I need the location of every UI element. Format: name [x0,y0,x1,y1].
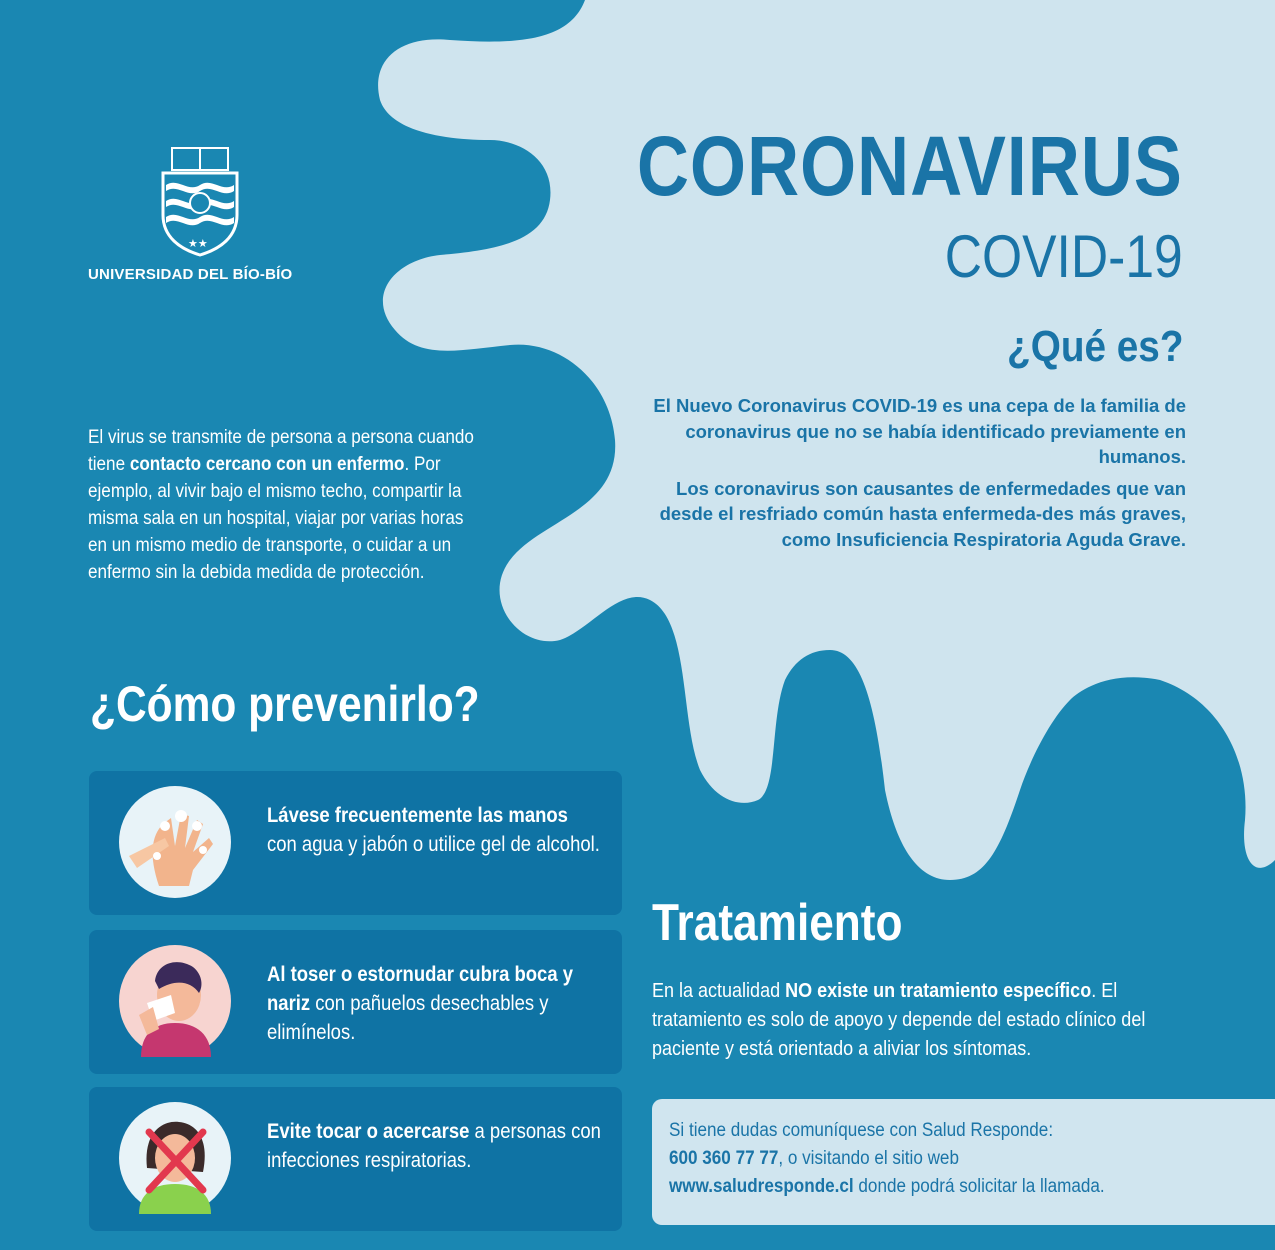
contact-text: Si tiene dudas comuníquese con Salud Responde: 600 360 77 77, o visitando el sitio web www.saludresponde.cl donde podrá solicitar la llamada. [669,1120,1105,1197]
treatment-heading: Tratamiento [652,894,903,952]
page-title: CORONAVIRUS [637,119,1183,213]
contact-website-link[interactable]: www.saludresponde.cl [669,1176,854,1197]
prevention-card-text: Evite tocar o acercarse a personas con infecciones respiratorias. [267,1120,601,1172]
treatment-text: En la actualidad NO existe un tratamiento específico. El tratamiento es solo de apoyo y depende del estado clínico del paciente y está orientado a aliviar los síntomas. [652,980,1146,1060]
prevention-card-handwashing [89,771,622,915]
que-es-paragraph-2: Los coronavirus son causantes de enfermedades que van desde el resfriado común hasta enfermeda-des más graves, como Insuficiencia Respiratoria Aguda Grave. [659,477,1186,550]
prevention-card-text: Lávese frecuentemente las manos con agua y jabón o utilice gel de alcohol. [267,804,600,856]
contact-phone[interactable]: 600 360 77 77 [669,1148,779,1169]
prevention-card-no-touch [89,1087,622,1231]
university-name: UNIVERSIDAD DEL BÍO-BÍO [88,266,293,283]
prevention-card-sneeze [89,930,622,1074]
contact-line-1: Si tiene dudas comuníquese con Salud Responde: [669,1120,1054,1141]
university-crest-icon [160,145,240,257]
que-es-heading: ¿Qué es? [1006,322,1183,371]
svg-text:★★: ★★ [188,237,208,250]
page-subtitle: COVID-19 [944,223,1183,290]
transmission-text: El virus se transmite de persona a persona cuando tiene contacto cercano con un enfermo. Por ejemplo, al vivir bajo el mismo techo, compartir la misma sala en un hospital, viajar por varias horas en un mismo medio de transporte, o cuidar a un enfermo sin la debida medida de protección. [88,427,474,583]
que-es-paragraph-1: El Nuevo Coronavirus COVID-19 es una cepa de la familia de coronavirus que no se había identificado previamente en humanos. [653,395,1186,467]
prevention-card-text: Al toser o estornudar cubra boca y nariz con pañuelos desechables y elimínelos. [267,963,574,1044]
sneeze-tissue-icon [119,945,231,1057]
contact-box [652,1099,1275,1225]
no-touch-face-icon [119,1102,231,1214]
hand-washing-icon [119,786,231,898]
prevention-heading: ¿Cómo prevenirlo? [90,676,480,732]
que-es-text [646,393,1186,558]
